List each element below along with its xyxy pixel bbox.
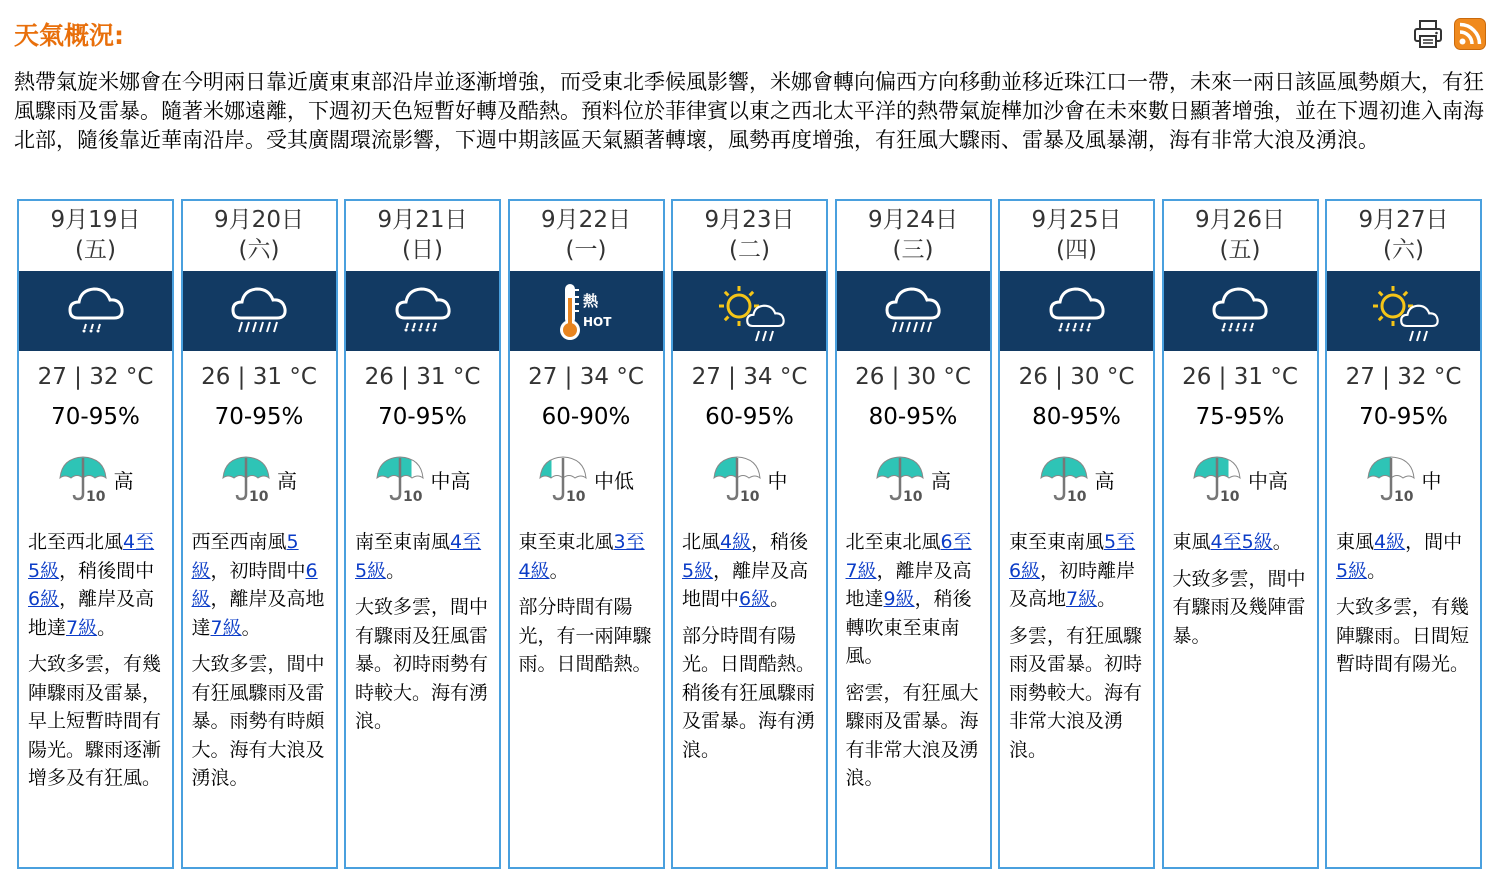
- beaufort-link[interactable]: 4至5級: [355, 531, 482, 582]
- rain-probability-label: 中低: [594, 468, 634, 493]
- temperature-range: 27 | 32 °C: [37, 364, 154, 390]
- weather-summary: 熱帶氣旋米娜會在今明兩日靠近廣東東部沿岸並逐漸增強，而受東北季候風影響，米娜會轉向偏西方向移動並移近珠江口一帶，未來一兩日該區風勢頗大，有狂風驟雨及雷暴。隨著米娜遠離，下週初天色短暫好轉及酷熱。預料位於菲律賓以東之西北太平洋的熱帶氣旋樺加沙會在未來數日顯著增強，並在下週初進入南海北部，隨後靠近華南沿岸。受其廣闊環流影響，下週中期該區天氣顯著轉壞，風勢再度增強，有狂風大驟雨、雷暴及風暴潮，海有非常大浪及湧浪。: [14, 70, 1484, 152]
- wind-text: 東風: [1336, 531, 1375, 553]
- wind-forecast: [846, 528, 981, 671]
- wind-text: ，間中: [1405, 531, 1463, 553]
- forecast-text: [1164, 528, 1317, 650]
- umbrella-icon: [712, 454, 764, 504]
- wind-text: 。: [1367, 559, 1387, 582]
- rain-probability[interactable]: [673, 454, 826, 504]
- rain-probability[interactable]: [510, 454, 663, 504]
- wind-forecast: [28, 528, 163, 642]
- weather-description: 部分時間有陽光。日間酷熱。稍後有狂風驟雨及雷暴。海有湧浪。: [682, 624, 816, 761]
- temperature-range: 26 | 31 °C: [364, 364, 481, 390]
- date-label: 9月22日: [541, 207, 631, 233]
- forecast-date: [1164, 201, 1317, 271]
- beaufort-link[interactable]: 4級: [720, 531, 752, 553]
- wind-text: 。: [97, 616, 117, 639]
- umbrella-icon: [875, 454, 927, 504]
- wind-text: 北至東北風: [845, 531, 941, 553]
- heavy-rain-icon: [224, 276, 294, 346]
- humidity-range: 70-95%: [51, 404, 140, 430]
- forecast-grid: [17, 199, 1482, 869]
- forecast-day: [1325, 199, 1482, 869]
- temperature-range: 26 | 31 °C: [1182, 364, 1298, 390]
- beaufort-link[interactable]: 7級: [1066, 588, 1098, 610]
- humidity-range: 80-95%: [1032, 404, 1121, 430]
- print-icon[interactable]: [1412, 18, 1444, 50]
- wind-text: 。: [1272, 531, 1292, 553]
- date-label: 9月23日: [704, 207, 795, 233]
- weather-icon-band: [837, 271, 990, 351]
- wind-text: ，離岸及高地間中: [682, 559, 809, 610]
- umbrella-icon: [538, 454, 590, 504]
- weekday-label: (日): [402, 237, 443, 263]
- rain-probability-label: 中: [767, 468, 788, 493]
- date-label: 9月20日: [214, 207, 304, 233]
- rain-probability[interactable]: [1000, 454, 1153, 504]
- weather-description: 大致多雲，間中有狂風驟雨及雷暴。雨勢有時頗大。海有大浪及湧浪。: [191, 653, 325, 789]
- humidity-range: 60-95%: [705, 404, 794, 430]
- humidity-range: 75-95%: [1195, 404, 1285, 430]
- rain-probability-label: 高: [277, 468, 297, 493]
- beaufort-link[interactable]: 3至4級: [518, 531, 645, 582]
- rain-probability[interactable]: [1164, 454, 1317, 504]
- beaufort-link[interactable]: 5級: [682, 559, 714, 582]
- svg-text:10: 10: [1220, 489, 1240, 504]
- wind-text: 。: [1097, 588, 1117, 610]
- wind-forecast: [1336, 528, 1471, 585]
- page-title: 天氣概況:: [14, 21, 124, 50]
- weather-description: 大致多雲，有幾陣驟雨。日間短暫時間有陽光。: [1336, 596, 1470, 675]
- weekday-label: (三): [892, 237, 934, 263]
- forecast-day: [17, 199, 174, 869]
- beaufort-link[interactable]: 4至5級: [1210, 531, 1273, 553]
- beaufort-link[interactable]: 5至6級: [1009, 531, 1136, 582]
- weather-icon-band: [1000, 271, 1153, 351]
- forecast-date: [346, 201, 499, 271]
- beaufort-link[interactable]: 4級: [1374, 531, 1406, 553]
- beaufort-link[interactable]: 9級: [883, 588, 915, 610]
- svg-text:10: 10: [1393, 489, 1413, 504]
- temperature-range: 26 | 30 °C: [855, 364, 971, 390]
- temperature-range: 27 | 32 °C: [1345, 364, 1462, 390]
- forecast-text: [837, 528, 990, 793]
- rss-icon[interactable]: [1454, 18, 1486, 50]
- humidity-range: 70-95%: [378, 404, 467, 430]
- svg-text:10: 10: [1066, 489, 1086, 504]
- date-label: 9月24日: [868, 207, 958, 233]
- wind-text: 東至東南風: [1009, 531, 1105, 553]
- wind-forecast: [682, 528, 817, 614]
- rain-probability-label: 高: [1094, 468, 1115, 493]
- rain-probability[interactable]: [19, 454, 172, 504]
- wind-text: 東風: [1172, 531, 1211, 553]
- forecast-text: [183, 528, 336, 793]
- wind-text: ，離岸及高地達: [191, 588, 325, 639]
- humidity-range: 70-95%: [1359, 404, 1448, 430]
- umbrella-icon: [221, 454, 273, 504]
- beaufort-link[interactable]: 7級: [66, 616, 98, 639]
- weekday-label: (二): [729, 237, 770, 263]
- rain-probability[interactable]: [837, 454, 990, 504]
- umbrella-icon: [375, 454, 427, 504]
- forecast-date: [1000, 201, 1153, 271]
- wind-forecast: [1173, 528, 1308, 557]
- wind-forecast: [519, 528, 654, 585]
- wind-text: 南至東南風: [355, 531, 451, 553]
- svg-text:10: 10: [739, 489, 759, 504]
- hot-icon: [551, 276, 621, 346]
- forecast-day: [1162, 199, 1319, 869]
- weather-description: 多雲，有狂風驟雨及雷暴。初時雨勢較大。海有非常大浪及湧浪。: [1009, 624, 1143, 761]
- rain-probability[interactable]: [346, 454, 499, 504]
- wind-text: 北至西北風: [28, 531, 124, 553]
- weather-description: 大致多雲，間中有驟雨及狂風雷暴。初時雨勢有時較大。海有湧浪。: [355, 596, 489, 732]
- rain-probability[interactable]: [183, 454, 336, 504]
- wind-text: 。: [386, 559, 406, 582]
- weekday-label: (五): [1219, 237, 1261, 263]
- weather-icon-band: [346, 271, 499, 351]
- rain-probability-label: 中高: [430, 468, 471, 493]
- weather-icon-band: [510, 271, 663, 351]
- rain-probability-label: 高: [931, 468, 951, 493]
- beaufort-link[interactable]: 6級: [191, 559, 318, 610]
- wind-text: ，稍後轉吹東至東南風。: [845, 588, 972, 667]
- weekday-label: (五): [75, 237, 116, 263]
- svg-text:10: 10: [903, 489, 923, 504]
- umbrella-icon: [1039, 454, 1091, 504]
- humidity-range: 80-95%: [868, 404, 958, 430]
- weather-icon-band: [1327, 271, 1480, 351]
- hot-label-zh: 熱: [583, 292, 599, 310]
- date-label: 9月26日: [1195, 207, 1285, 233]
- wind-text: 西至西南風: [191, 531, 287, 553]
- beaufort-link[interactable]: 5級: [191, 531, 299, 582]
- heavy-rain-icon: [878, 276, 948, 346]
- forecast-date: [673, 201, 826, 271]
- beaufort-link[interactable]: 5級: [1336, 559, 1368, 582]
- forecast-text: [19, 528, 172, 793]
- temperature-range: 27 | 34 °C: [528, 364, 644, 390]
- forecast-day: [671, 199, 828, 869]
- wind-text: ，離岸及高地達: [845, 559, 972, 610]
- showers-icon: [388, 276, 458, 346]
- wind-text: ，初時間中: [210, 559, 306, 582]
- showers-icon: [1042, 276, 1112, 346]
- weekday-label: (六): [1383, 237, 1424, 263]
- wind-text: 北風: [682, 531, 721, 553]
- svg-text:10: 10: [566, 489, 586, 504]
- svg-text:10: 10: [249, 489, 269, 504]
- rain-probability-label: 高: [113, 468, 134, 493]
- forecast-date: [1327, 201, 1480, 271]
- rain-probability-label: 中高: [1248, 468, 1288, 493]
- date-label: 9月27日: [1358, 207, 1449, 233]
- forecast-text: [510, 528, 663, 679]
- svg-text:10: 10: [85, 489, 105, 504]
- wind-text: 。: [241, 616, 261, 639]
- beaufort-link[interactable]: 4至5級: [28, 531, 155, 582]
- beaufort-link[interactable]: 7級: [210, 616, 242, 639]
- beaufort-link[interactable]: 6級: [739, 588, 771, 610]
- weather-description: 密雲，有狂風大驟雨及雷暴。海有非常大浪及湧浪。: [845, 681, 979, 789]
- wind-text: ，稍後: [751, 531, 809, 553]
- wind-text: 東至東北風: [518, 531, 614, 553]
- wind-forecast: [355, 528, 490, 585]
- forecast-day: [344, 199, 501, 869]
- forecast-date: [183, 201, 336, 271]
- humidity-range: 60-90%: [541, 404, 631, 430]
- toolbar: [1412, 18, 1486, 50]
- forecast-text: [673, 528, 826, 764]
- wind-text: 。: [549, 559, 569, 582]
- wind-forecast: [1009, 528, 1144, 614]
- showers-icon: [1205, 276, 1275, 346]
- forecast-date: [19, 201, 172, 271]
- rain-probability[interactable]: [1327, 454, 1480, 504]
- forecast-text: [346, 528, 499, 736]
- light-rain-icon: [61, 276, 131, 346]
- forecast-day: [998, 199, 1155, 869]
- forecast-day: [181, 199, 338, 869]
- date-label: 9月21日: [377, 207, 468, 233]
- umbrella-icon: [1192, 454, 1244, 504]
- weekday-label: (四): [1056, 237, 1097, 263]
- temperature-range: 26 | 31 °C: [201, 364, 317, 390]
- wind-text: ，稍後間中: [59, 559, 155, 582]
- weather-icon-band: [1164, 271, 1317, 351]
- svg-text:10: 10: [402, 489, 422, 504]
- sunny-showers-icon: [715, 276, 785, 346]
- weather-icon-band: [19, 271, 172, 351]
- rain-probability-label: 中: [1421, 468, 1442, 493]
- forecast-text: [1327, 528, 1480, 679]
- date-label: 9月19日: [50, 207, 141, 233]
- humidity-range: 70-95%: [214, 404, 304, 430]
- forecast-date: [837, 201, 990, 271]
- date-label: 9月25日: [1031, 207, 1122, 233]
- weather-icon-band: [183, 271, 336, 351]
- weather-description: 部分時間有陽光，有一兩陣驟雨。日間酷熱。: [518, 596, 652, 675]
- forecast-text: [1000, 528, 1153, 764]
- weather-icon-band: [673, 271, 826, 351]
- wind-text: ，初時離岸及高地: [1009, 559, 1136, 610]
- weather-description: 大致多雲，間中有驟雨及幾陣雷暴。: [1172, 567, 1306, 647]
- umbrella-icon: [1366, 454, 1418, 504]
- wind-text: ，離岸及高地達: [28, 588, 155, 639]
- wind-forecast: [192, 528, 327, 642]
- temperature-range: 26 | 30 °C: [1018, 364, 1135, 390]
- beaufort-link[interactable]: 6級: [28, 588, 60, 610]
- weather-description: 大致多雲，有幾陣驟雨及雷暴，早上短暫時間有陽光。驟雨逐漸增多及有狂風。: [28, 653, 162, 789]
- sunny-showers-icon: [1369, 276, 1439, 346]
- beaufort-link[interactable]: 6至7級: [845, 531, 972, 582]
- forecast-day: [835, 199, 992, 869]
- weekday-label: (一): [565, 237, 607, 263]
- umbrella-icon: [58, 454, 110, 504]
- temperature-range: 27 | 34 °C: [691, 364, 808, 390]
- forecast-date: [510, 201, 663, 271]
- wind-text: 。: [770, 588, 790, 610]
- weekday-label: (六): [238, 237, 280, 263]
- hot-label-en: HOT: [583, 315, 612, 329]
- forecast-day: [508, 199, 665, 869]
